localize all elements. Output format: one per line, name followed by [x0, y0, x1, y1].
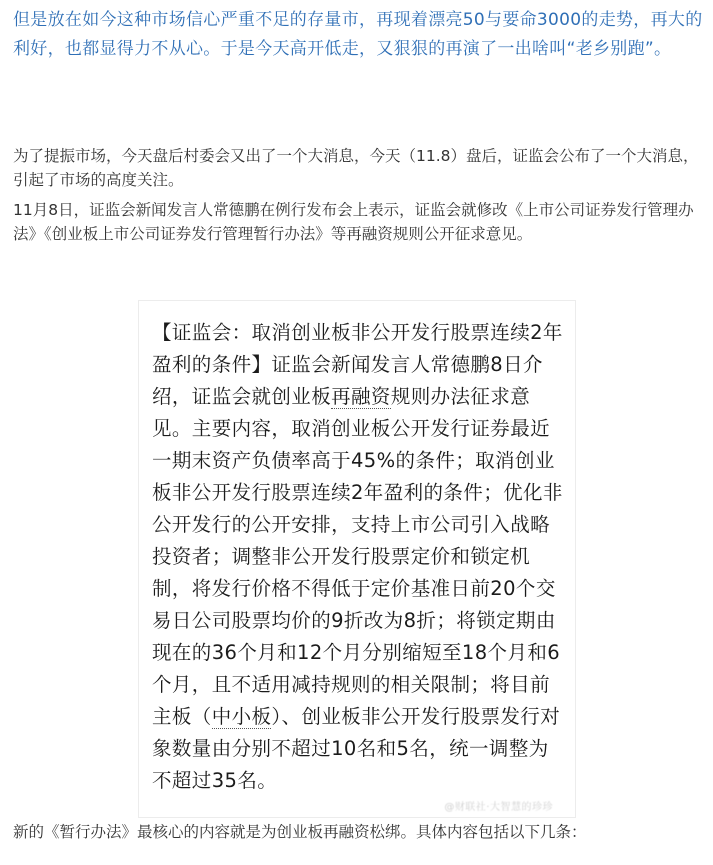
news-screenshot-image: [138, 300, 576, 818]
core-content-paragraph: 新的《暂行办法》最核心的内容就是为创业板再融资松绑。具体内容包括以下几条：: [13, 823, 587, 841]
intro-paragraph: 但是放在如今这种市场信心严重不足的存量市，再现着漂亮50与要命3000的走势，再大的利好，也都显得力不从心。于是今天高开低走，又狠狠的再演了一出啥叫“老乡别跑”。: [13, 10, 703, 59]
quote-text-part-3: ）、创业板非公开发行股票发行对象数量由分别不超过10名和5名，统一调整为不超过35名。: [152, 705, 561, 792]
image-watermark: @财联社·大智慧的珍珍: [444, 802, 553, 813]
news-quote-text: [152, 317, 567, 797]
quote-underlined-refinancing: 再融资: [331, 385, 391, 408]
quote-underlined-sme-board: 中小板: [211, 705, 272, 728]
quote-text-part-2: 规则办法征求意见。主要内容，取消创业板公开发行证券最近一期末资产负债率高于45%的条件；取消创业板非公开发行股票连续2年盈利的条件；优化非公开发行的公开安排，支持上市公司引入战略投资者；调整非公开发行股票定价和锁定机制，将发行价格不得低于定价基准日前20个交易日公司股票均价的9折改为8折；将锁定期由现在的36个月和12个月分别缩短至18个月和6个月，且不适用减持规则的相关限制；将目前主板（: [152, 385, 563, 728]
quote-text-part-1: 【证监会：取消创业板非公开发行股票连续2年盈利的条件】证监会新闻发言人常德鹏8日介绍，证监会就创业板: [152, 321, 563, 408]
date-news-paragraph: 11月8日，证监会新闻发言人常德鹏在例行发布会上表示，证监会就修改《上市公司证券发行管理办法》《创业板上市公司证券发行管理暂行办法》等再融资规则公开征求意见。: [13, 201, 694, 243]
announcement-paragraph: 为了提振市场，今天盘后村委会又出了一个大消息，今天（11.8）盘后，证监会公布了一个大消息，引起了市场的高度关注。: [13, 147, 699, 189]
